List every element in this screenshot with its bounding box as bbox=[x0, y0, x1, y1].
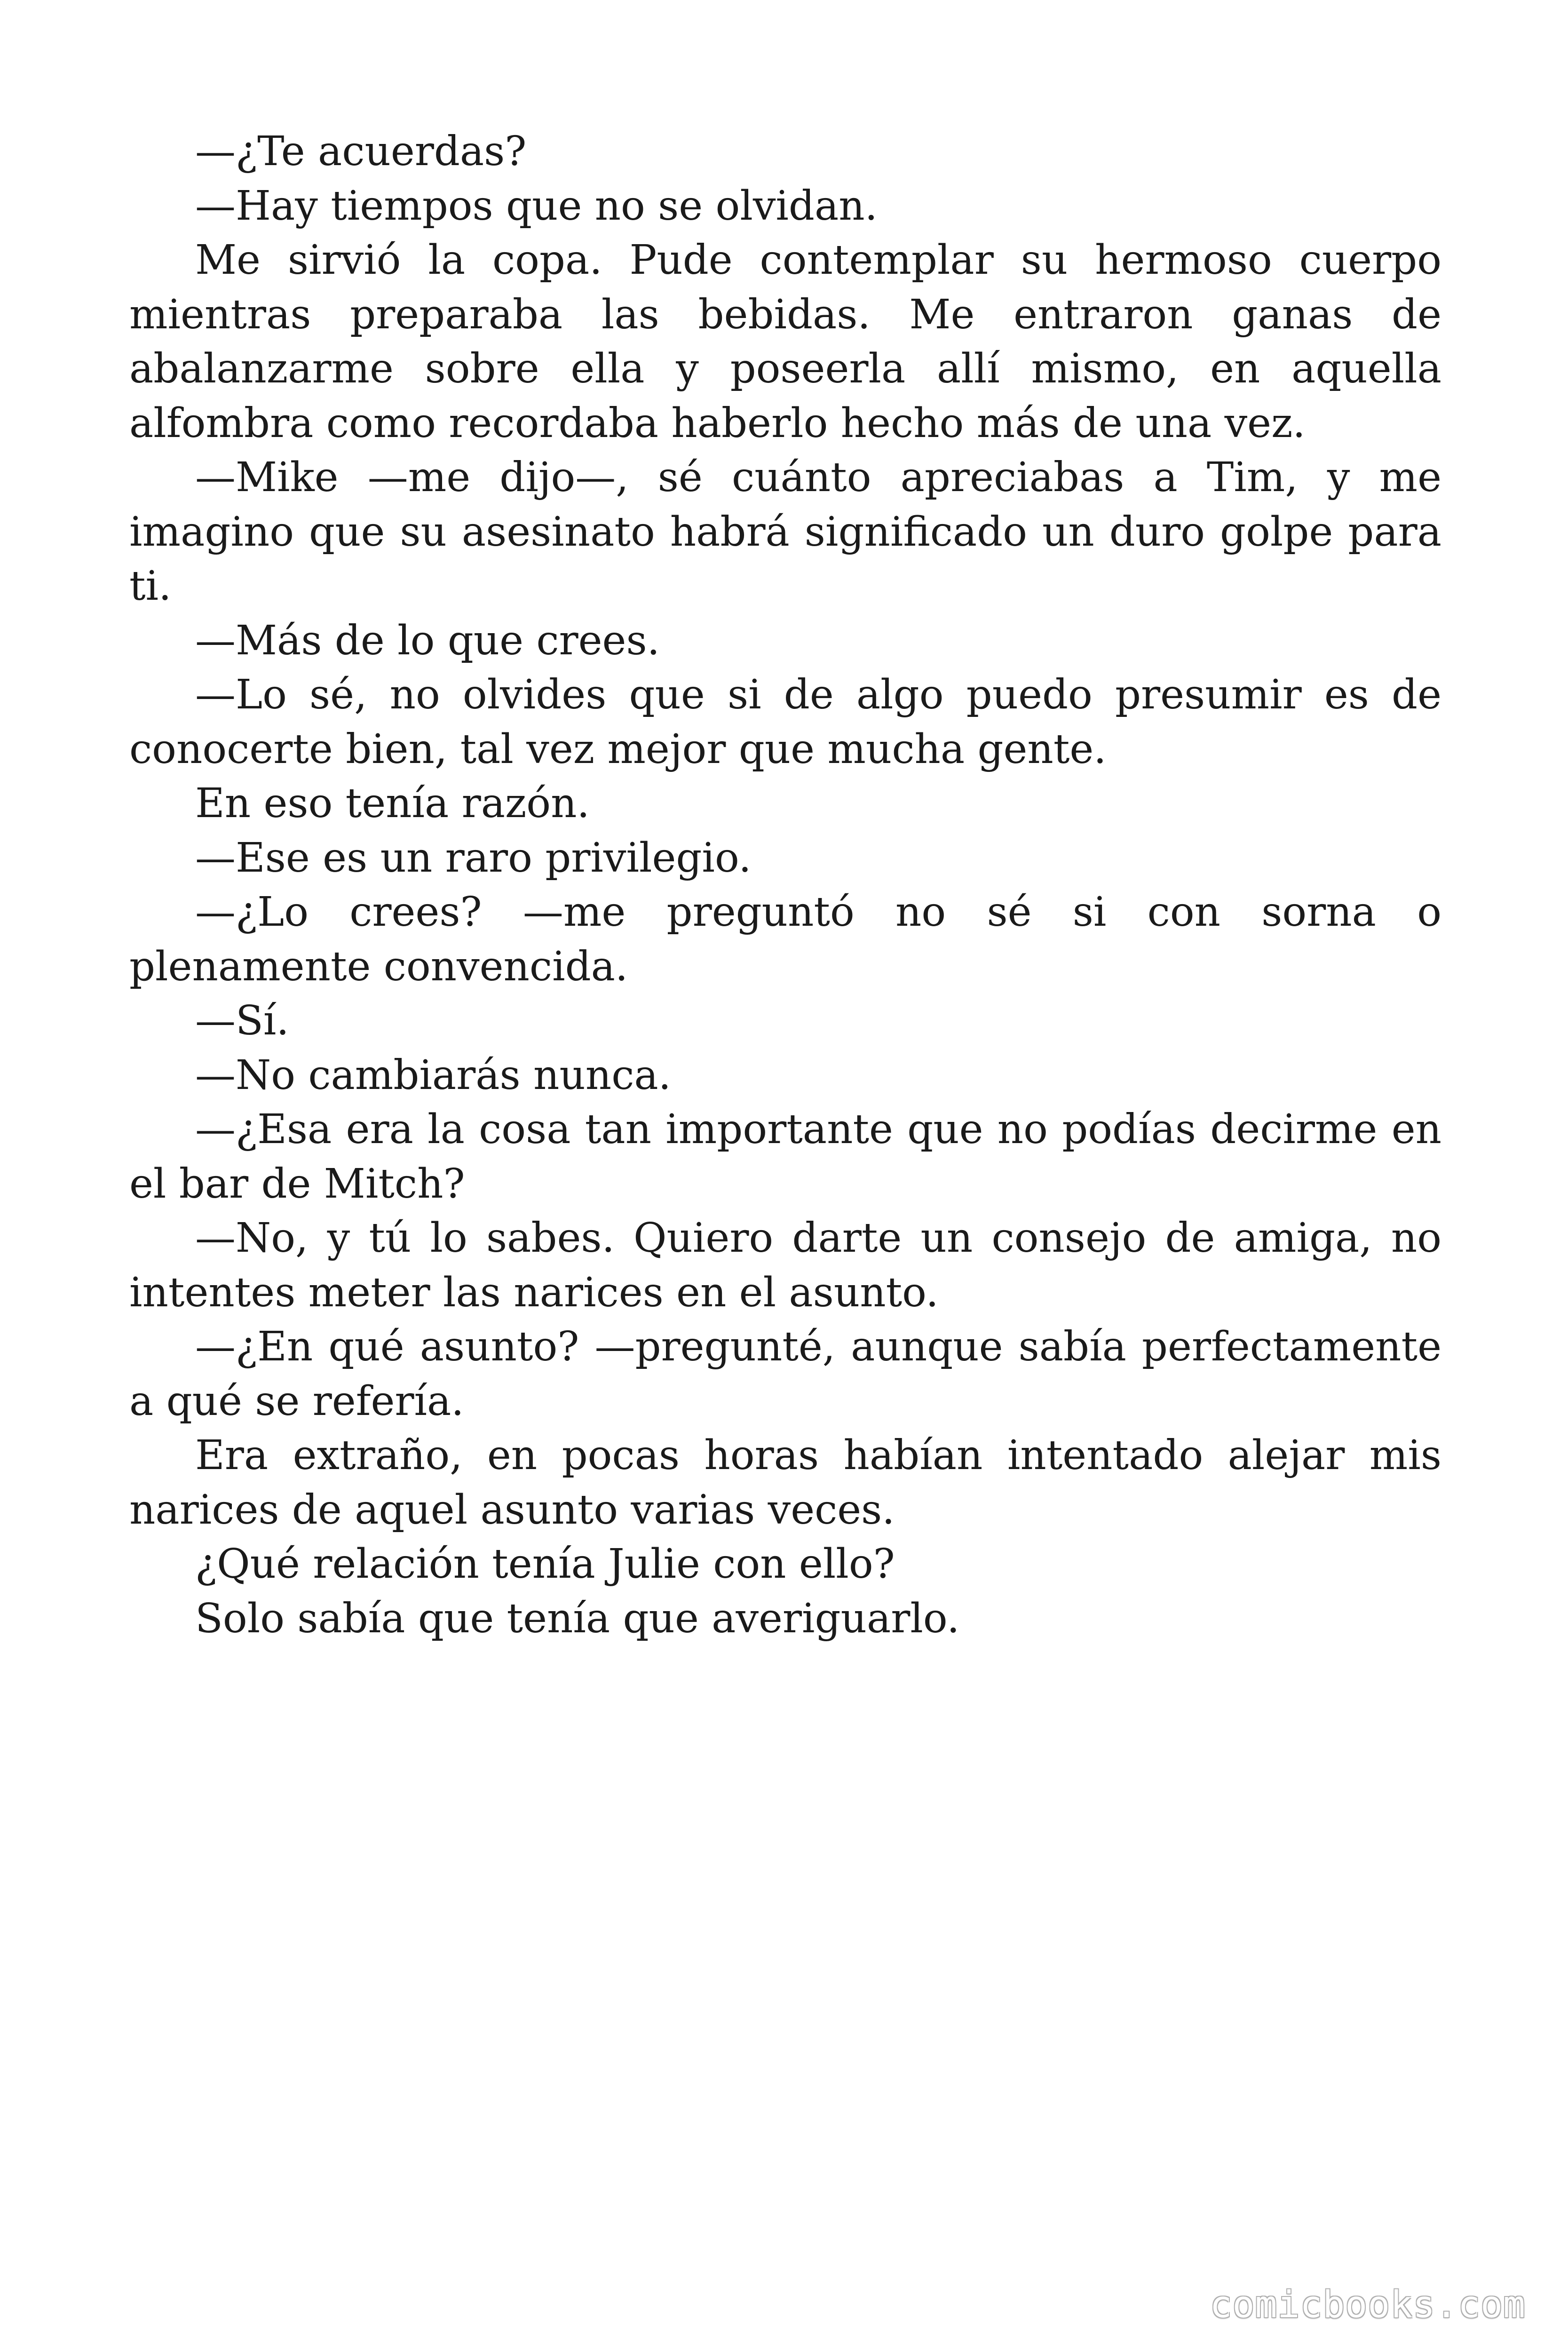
paragraph: —¿Esa era la cosa tan importante que no podías decirme en el bar de Mitch? bbox=[129, 1106, 1441, 1208]
paragraph: —¿Te acuerdas? bbox=[195, 128, 527, 175]
paragraph: —Más de lo que crees. bbox=[195, 617, 660, 664]
site-watermark: comicbooks.com bbox=[1210, 2284, 1526, 2326]
paragraph: —Sí. bbox=[195, 997, 289, 1044]
paragraph: Solo sabía que tenía que averiguarlo. bbox=[195, 1595, 960, 1642]
paragraph: —¿Lo crees? —me preguntó no sé si con sorna o plenamente convencida. bbox=[129, 889, 1441, 990]
paragraph: ¿Qué relación tenía Julie con ello? bbox=[195, 1541, 895, 1588]
paragraph: —¿En qué asunto? —pregunté, aunque sabía perfectamente a qué se refería. bbox=[129, 1323, 1441, 1425]
paragraph: Era extraño, en pocas horas habían intentado alejar mis narices de aquel asunto varias veces. bbox=[129, 1432, 1441, 1534]
paragraph: —No cambiarás nunca. bbox=[195, 1051, 671, 1099]
book-page-text bbox=[129, 125, 1441, 1646]
paragraph: —No, y tú lo sabes. Quiero darte un consejo de amiga, no intentes meter las narices en el asunto. bbox=[129, 1215, 1441, 1316]
paragraph: Me sirvió la copa. Pude contemplar su hermoso cuerpo mientras preparaba las bebidas. Me entraron ganas de abalanzarme sobre ella y poseerla allí mismo, en aquella alfombra como recordaba haberlo hecho más de una vez. bbox=[129, 237, 1441, 447]
paragraph: En eso tenía razón. bbox=[195, 780, 590, 827]
paragraph: —Mike —me dijo—, sé cuánto apreciabas a Tim, y me imagino que su asesinato habrá significado un duro golpe para ti. bbox=[129, 454, 1441, 610]
paragraph: —Hay tiempos que no se olvidan. bbox=[195, 182, 878, 230]
paragraph: —Lo sé, no olvides que si de algo puedo presumir es de conocerte bien, tal vez mejor que mucha gente. bbox=[129, 671, 1441, 773]
paragraph: —Ese es un raro privilegio. bbox=[195, 834, 752, 882]
